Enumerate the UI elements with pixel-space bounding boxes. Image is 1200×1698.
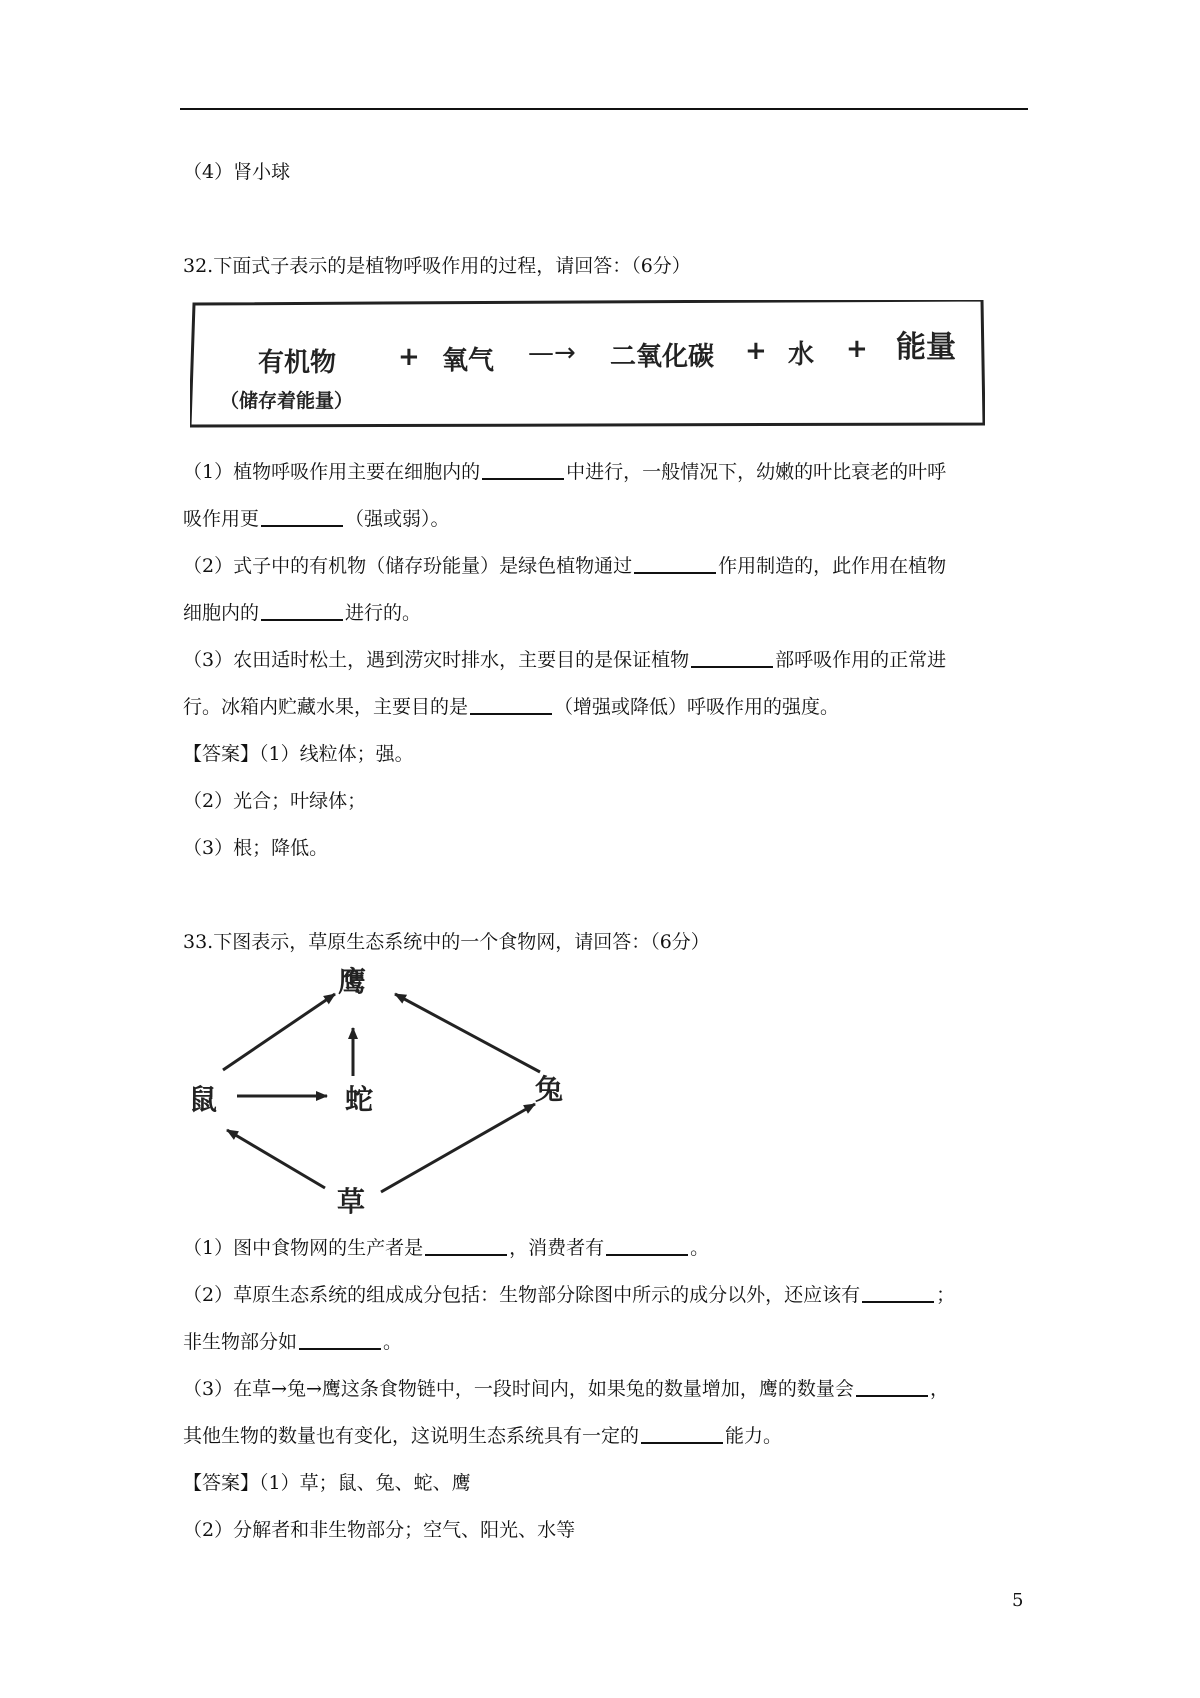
q33-sub1 bbox=[183, 1236, 709, 1260]
q33-answer-2: （2）分解者和非生物部分；空气、阳光、水等 bbox=[183, 1519, 576, 1541]
eq-plus-1: + bbox=[398, 342, 420, 372]
node-hawk: 鹰 bbox=[338, 965, 367, 998]
q33-sub1-b: ，消费者有 bbox=[509, 1237, 605, 1259]
q33-sub3-b: ， bbox=[929, 1378, 949, 1400]
eq-arrow: —→ bbox=[528, 338, 576, 368]
q32-answer-2: （2）光合；叶绿体； bbox=[183, 790, 367, 812]
q33-sub3-c: 其他生物的数量也有变化，这说明生态系统具有一定的 bbox=[183, 1425, 640, 1447]
q32-sub3-d: （增强或降低）呼吸作用的强度。 bbox=[554, 696, 840, 718]
answer-blank bbox=[261, 601, 343, 621]
q33-sub2-b: ； bbox=[936, 1284, 956, 1306]
q33-sub3-line1 bbox=[183, 1377, 949, 1401]
q32-sub1-a: （1）植物呼吸作用主要在细胞内的 bbox=[183, 461, 481, 483]
q33-answer-1: 【答案】（1）草；鼠、兔、蛇、鹰 bbox=[183, 1472, 471, 1494]
respiration-equation bbox=[190, 300, 985, 428]
q32-sub2-c: 细胞内的 bbox=[183, 602, 260, 624]
node-rabbit: 兔 bbox=[535, 1073, 564, 1106]
q32-sub3-a: （3）农田适时松土，遇到涝灾时排水，主要目的是保证植物 bbox=[183, 649, 690, 671]
answer-blank bbox=[482, 460, 564, 480]
q32-sub1-line1 bbox=[183, 460, 946, 484]
answer-blank bbox=[470, 695, 552, 715]
q33-sub1-c: 。 bbox=[690, 1237, 710, 1259]
eq-organic: 有机物 bbox=[258, 348, 337, 378]
q31-tail: （4）肾小球 bbox=[183, 161, 291, 183]
node-snake: 蛇 bbox=[345, 1083, 374, 1116]
q32-title: 32.下面式子表示的是植物呼吸作用的过程，请回答：（6分） bbox=[183, 255, 691, 277]
page-number: 5 bbox=[1012, 1590, 1024, 1611]
q33-sub2-d: 。 bbox=[383, 1331, 403, 1353]
q32-sub2-line1 bbox=[183, 554, 946, 578]
q33-title: 33.下图表示，草原生态系统中的一个食物网，请回答：（6分） bbox=[183, 931, 710, 953]
q32-sub3-line2 bbox=[183, 695, 839, 719]
q33-sub2-c: 非生物部分如 bbox=[183, 1331, 298, 1353]
eq-plus-2: + bbox=[745, 336, 767, 366]
q33-sub2-line1 bbox=[183, 1283, 955, 1307]
eq-organic-note: （储存着能量） bbox=[220, 390, 354, 412]
answer-blank bbox=[425, 1236, 507, 1256]
q33-sub2-line2 bbox=[183, 1330, 402, 1354]
q32-sub3-c: 行。冰箱内贮藏水果，主要目的是 bbox=[183, 696, 469, 718]
answer-blank bbox=[634, 554, 716, 574]
food-web-diagram bbox=[185, 965, 585, 1220]
answer-blank bbox=[856, 1377, 928, 1397]
node-mouse: 鼠 bbox=[189, 1083, 218, 1116]
q33-sub3-a: （3）在草→兔→鹰这条食物链中，一段时间内，如果兔的数量增加，鹰的数量会 bbox=[183, 1378, 854, 1400]
q33-sub3-line2 bbox=[183, 1424, 782, 1448]
q32-sub1-b: 中进行，一般情况下，幼嫩的叶比衰老的叶呼 bbox=[566, 461, 947, 483]
q32-sub2-line2 bbox=[183, 601, 421, 625]
q32-sub1-line2 bbox=[183, 507, 450, 531]
answer-blank bbox=[862, 1283, 934, 1303]
q32-answer-1: 【答案】（1）线粒体；强。 bbox=[183, 743, 414, 765]
q33-sub2-a: （2）草原生态系统的组成成分包括：生物部分除图中所示的成分以外，还应该有 bbox=[183, 1284, 861, 1306]
answer-blank bbox=[641, 1424, 723, 1444]
header-rule bbox=[180, 108, 1028, 110]
node-grass: 草 bbox=[337, 1185, 366, 1218]
answer-blank bbox=[299, 1330, 381, 1350]
eq-oxygen: 氧气 bbox=[442, 346, 495, 376]
answer-blank bbox=[606, 1236, 688, 1256]
answer-blank bbox=[691, 648, 773, 668]
q32-sub3-b: 部呼吸作用的正常进 bbox=[775, 649, 947, 671]
answer-blank bbox=[261, 507, 343, 527]
q32-answer-3: （3）根；降低。 bbox=[183, 837, 329, 859]
q33-sub3-d: 能力。 bbox=[725, 1425, 783, 1447]
q32-sub1-c: 吸作用更 bbox=[183, 508, 260, 530]
food-web-arrows bbox=[185, 970, 585, 1220]
eq-plus-3: + bbox=[846, 334, 868, 364]
eq-co2: 二氧化碳 bbox=[610, 342, 715, 372]
eq-energy: 能量 bbox=[896, 330, 956, 365]
q32-sub2-b: 作用制造的，此作用在植物 bbox=[718, 555, 947, 577]
q33-sub1-a: （1）图中食物网的生产者是 bbox=[183, 1237, 424, 1259]
q32-sub1-d: （强或弱）。 bbox=[345, 508, 450, 530]
q32-sub2-d: 进行的。 bbox=[345, 602, 422, 624]
q32-sub3-line1 bbox=[183, 648, 946, 672]
q32-sub2-a: （2）式子中的有机物（储存玢能量）是绿色植物通过 bbox=[183, 555, 633, 577]
eq-water: 水 bbox=[788, 340, 815, 370]
